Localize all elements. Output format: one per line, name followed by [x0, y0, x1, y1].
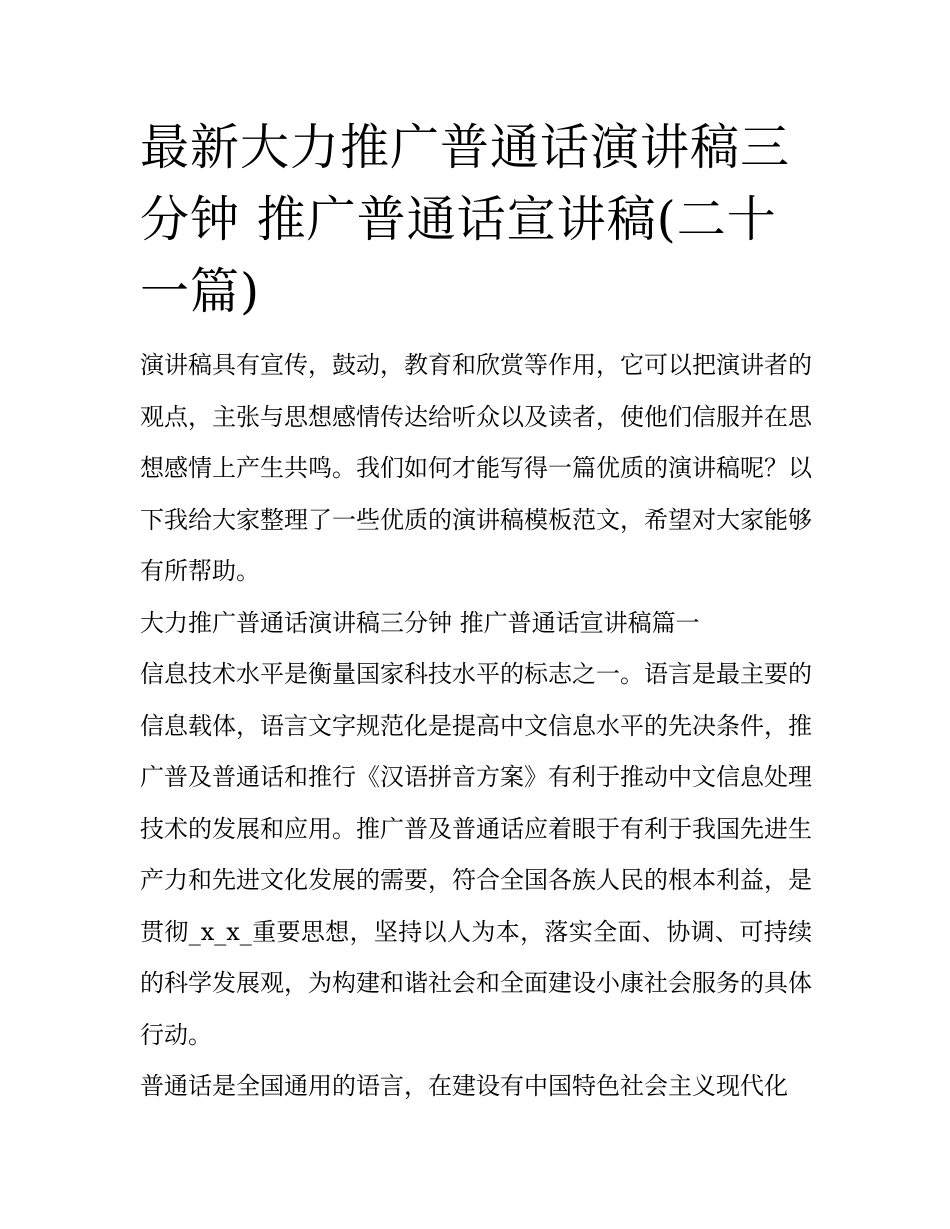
document-title: 最新大力推广普通话演讲稿三分钟 推广普通话宣讲稿(二十一篇) [140, 119, 791, 320]
document-content [140, 112, 812, 1113]
body-paragraph-1: 信息技术水平是衡量国家科技水平的标志之一。语言是最主要的信息载体，语言文字规范化是提高中文信息水平的先决条件，推广普及普通话和推行《汉语拼音方案》有利于推动中文信息处理技术的发展和应用。推广普及普通话应着眼于有利于我国先进生产力和先进文化发展的需要，符合全国各族人民的根本利益，是贯彻_x_x_重要思想，坚持以人为本，落实全面、协调、可持续的科学发展观，为构建和谐社会和全面建设小康社会服务的具体行动。 [140, 660, 812, 1049]
section-heading: 大力推广普通话演讲稿三分钟 推广普通话宣讲稿篇一 [140, 608, 700, 637]
body-paragraph-2: 普通话是全国通用的语言，在建设有中国特色社会主义现代化 [140, 1072, 788, 1100]
intro-paragraph: 演讲稿具有宣传，鼓动，教育和欣赏等作用，它可以把演讲者的观点，主张与思想感情传达给听众以及读者，使他们信服并在思想感情上产生共鸣。我们如何才能写得一篇优质的演讲稿呢？以下我给大家整理了一些优质的演讲稿模板范文，希望对大家能够有所帮助。 [140, 351, 812, 585]
